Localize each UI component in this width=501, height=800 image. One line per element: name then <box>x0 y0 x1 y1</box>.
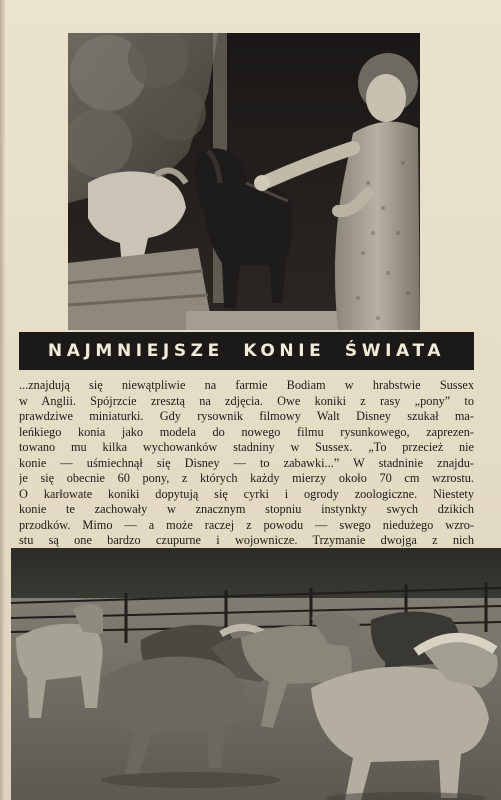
headline-band <box>19 332 474 370</box>
headline: NAJMNIEJSZE KONIE ŚWIATA <box>47 341 446 361</box>
article-line: konie te zachowały w znacznym stopniu instynkty swych dzikich <box>19 502 474 517</box>
article-line: w Anglii. Spójrzcie zresztą na zdjęcia. Owe koniki z rasy „pony” to <box>19 393 474 408</box>
photo-ponies-running <box>11 548 501 800</box>
article-body <box>19 378 474 565</box>
article-line: stu są one bardzo czupurne i wojownicze. Trzymanie dwojga z nich <box>19 533 474 548</box>
article-line: towano mu kilka wychowanków stadniny w Sussex. „To przecież nie <box>19 440 474 455</box>
article-line: O karłowate koniki dopytują się cyrki i ogrody zoologiczne. Niestety <box>19 486 474 501</box>
article-line: prawdziwe miniaturki. Gdy rysownik filmowy Walt Disney szukał ma- <box>19 409 474 424</box>
article-line: konie — uśmiechnął się Disney — to zabawki...” W stadninie znajdu- <box>19 455 474 470</box>
page-edge-shadow <box>0 0 5 800</box>
article-line: leńkiego konia jako modela do nowego filmu rysunkowego, zaprezen- <box>19 424 474 439</box>
photo-woman-with-pony <box>68 33 420 330</box>
article-line: przodków. Mimo — a może raczej z powodu — swego niedużego wzro- <box>19 517 474 532</box>
article-line: ...znajdują się niewątpliwie na farmie Bodiam w hrabstwie Sussex <box>19 378 474 392</box>
article-line: je się obecnie 60 pony, z których każdy mierzy około 70 cm wzrostu. <box>19 471 474 486</box>
